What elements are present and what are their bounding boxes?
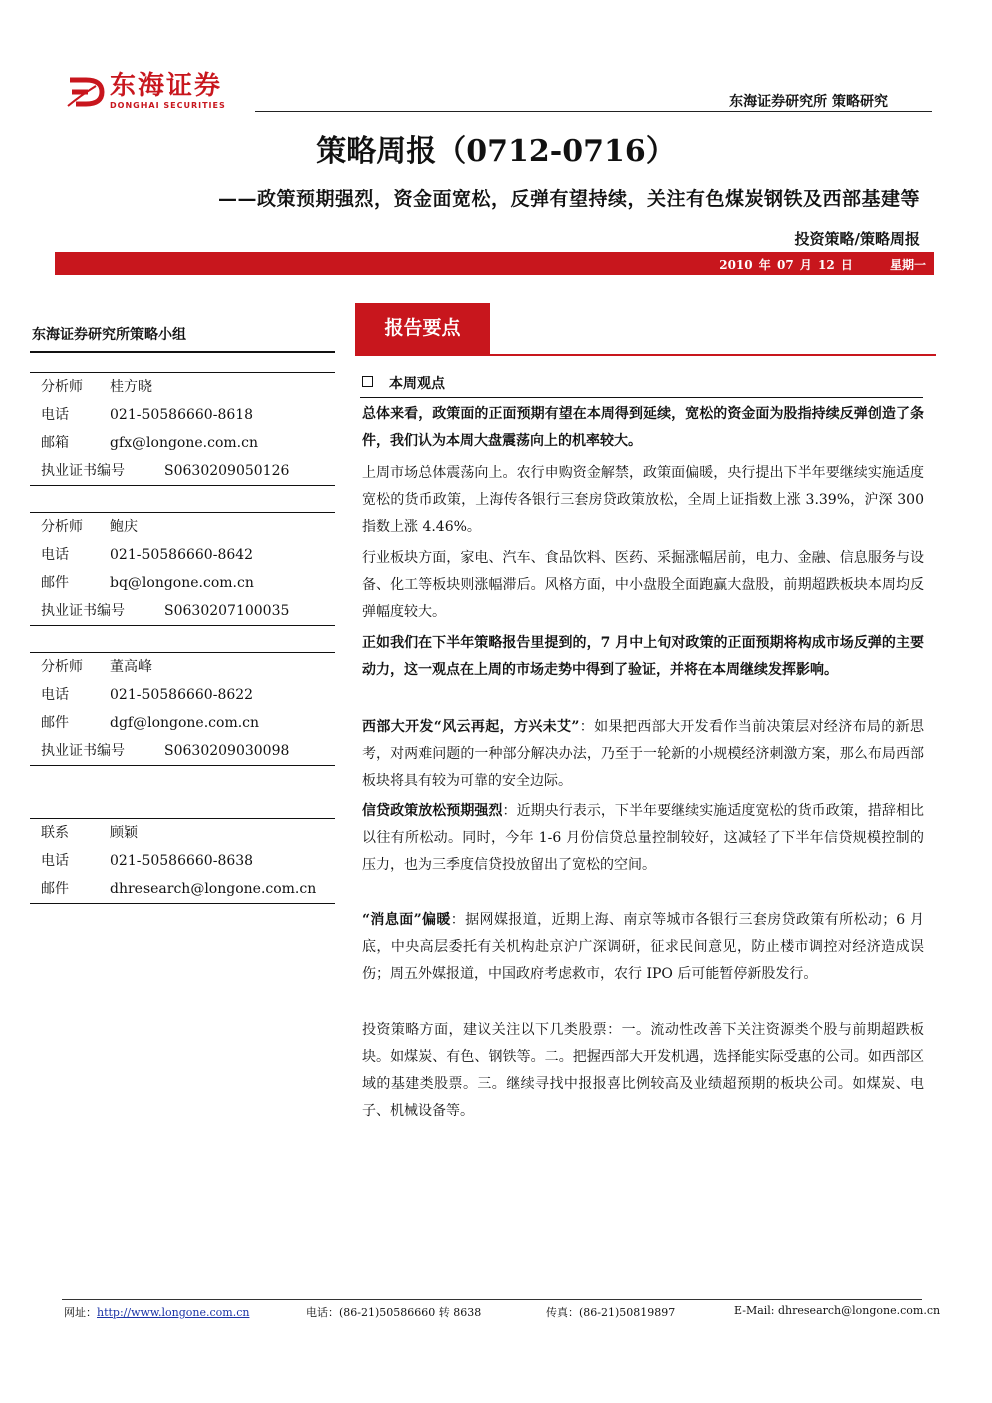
- footer-divider: [62, 1299, 922, 1300]
- paragraph-lead: “消息面”偏暖: [362, 912, 451, 928]
- analyst-name: 桂方晓: [110, 379, 152, 395]
- section-heading: [362, 373, 445, 393]
- cert-row: [30, 737, 335, 765]
- phone-row: [30, 847, 335, 875]
- section-divider: [360, 397, 923, 398]
- cert-label: 执业证书编号: [41, 743, 125, 759]
- footer-phone: [306, 1304, 481, 1320]
- paragraph-body: ：如果把西部大开发看作当前决策层对经济布局的新思考，对两难问题的一种部分解决办法，乃至于一轮新的小规模经济刺激方案，那么布局西部板块将具有较为可靠的安全边际。: [362, 719, 924, 789]
- logo-sub-text: DONGHAI SECURITIES: [110, 101, 226, 110]
- phone-label: 电话: [41, 547, 69, 563]
- footer-web-link[interactable]: http://www.longone.com.cn: [97, 1306, 250, 1319]
- header-org: 东海证券研究所 策略研究: [729, 94, 888, 110]
- email-value: dhresearch@longone.com.cn: [110, 881, 317, 897]
- summary-paragraph: 总体来看，政策面的正面预期有望在本周得到延续，宽松的资金面为股指持续反弹创造了条件，我们认为本周大盘震荡向上的机率较大。: [362, 406, 924, 449]
- footer-email: [734, 1304, 940, 1317]
- phone-row: [30, 401, 335, 429]
- cert-row: [30, 597, 335, 625]
- summary-paragraph: 行业板块方面，家电、汽车、食品饮料、医药、采掘涨幅居前，电力、金融、信息服务与设备、化工等板块则涨幅滞后。风格方面，中小盘股全面跑赢大盘股，前期超跌板块本周均反弹幅度较大。: [362, 550, 924, 620]
- footer-phone-value: (86-21)50586660 转 8638: [339, 1306, 482, 1319]
- summary-paragraph: 正如我们在下半年策略报告里提到的，7 月中上旬对政策的正面预期将构成市场反弹的主要动力，这一观点在上周的市场走势中得到了验证，并将在本周继续发挥影响。: [362, 635, 924, 678]
- footer-email-label: E-Mail:: [734, 1304, 775, 1317]
- email-value: dgf@longone.com.cn: [110, 715, 260, 731]
- report-subtitle: ——政策预期强烈，资金面宽松，反弹有望持续，关注有色煤炭钢铁及西部基建等: [217, 188, 920, 210]
- summary-paragraph: [362, 798, 924, 879]
- checkbox-square-icon: [362, 376, 373, 387]
- email-row: [30, 569, 335, 597]
- cert-value: S0630209030098: [164, 743, 290, 759]
- summary-paragraph: 上周市场总体震荡向上。农行申购资金解禁，政策面偏暖，央行提出下半年要继续实施适度宽松的货币政策，上海传各银行三套房贷政策放松，全周上证指数上涨 3.39%，沪深 300 指数上涨 4.46%。: [362, 465, 924, 535]
- phone-value: 021-50586660-8622: [110, 687, 254, 703]
- phone-value: 021-50586660-8642: [110, 547, 254, 563]
- email-label: 邮件: [41, 575, 69, 591]
- summary-tab-underline: [355, 354, 936, 356]
- footer-web-label: 网址：: [64, 1306, 97, 1319]
- team-name: 东海证券研究所策略小组: [32, 327, 186, 343]
- summary-paragraph: [362, 907, 924, 988]
- email-row: [30, 429, 335, 457]
- analyst-card: [30, 372, 335, 486]
- footer-web: [64, 1304, 249, 1320]
- phone-row: [30, 541, 335, 569]
- email-label: 邮件: [41, 881, 69, 897]
- summary-paragraph: [362, 714, 924, 795]
- role-label: 分析师: [41, 519, 83, 535]
- email-row: [30, 875, 335, 903]
- cert-label: 执业证书编号: [41, 463, 125, 479]
- summary-paragraph: 投资策略方面，建议关注以下几类股票：一。流动性改善下关注资源类个股与前期超跌板块。如煤炭、有色、钢铁等。二。把握西部大开发机遇，选择能实际受惠的公司。如西部区域的基建类股票。三。继续寻找中报报喜比例较高及业绩超预期的板块公司。如煤炭、电子、机械设备等。: [362, 1022, 924, 1119]
- contact-name-row: [30, 819, 335, 847]
- analyst-name: 鲍庆: [110, 519, 138, 535]
- email-label: 邮件: [41, 715, 69, 731]
- analyst-name: 董高峰: [110, 659, 152, 675]
- phone-row: [30, 681, 335, 709]
- role-label: 联系: [41, 825, 69, 841]
- paragraph-lead: 西部大开发“风云再起，方兴未艾”: [362, 719, 580, 735]
- email-value: gfx@longone.com.cn: [110, 435, 258, 451]
- analyst-card: [30, 652, 335, 766]
- analyst-name-row: [30, 513, 335, 541]
- report-date: [719, 256, 926, 273]
- company-logo: [66, 72, 266, 112]
- date-value: 2010 年 07 月 12 日: [719, 258, 853, 272]
- role-label: 分析师: [41, 379, 83, 395]
- paragraph-body: ：据网媒报道，近期上海、南京等城市各银行三套房贷政策有所松动；6 月底，中央高层委托有关机构赴京沪广深调研，征求民间意见，防止楼市调控对经济造成误伤；周五外媒报道，中国政府考虑救市，农行 IPO 后可能暂停新股发行。: [362, 912, 925, 982]
- team-divider: [30, 351, 335, 353]
- analyst-card: [30, 512, 335, 626]
- email-label: 邮箱: [41, 435, 69, 451]
- cert-label: 执业证书编号: [41, 603, 125, 619]
- role-label: 分析师: [41, 659, 83, 675]
- report-category: 投资策略/策略周报: [794, 230, 920, 248]
- summary-tab: 报告要点: [355, 303, 490, 354]
- footer-email-value: dhresearch@longone.com.cn: [778, 1304, 941, 1317]
- section-title: 本周观点: [389, 376, 445, 392]
- footer-phone-label: 电话：: [306, 1306, 339, 1319]
- analyst-name-row: [30, 373, 335, 401]
- footer-fax-label: 传真：: [546, 1306, 579, 1319]
- logo-brand-text: 东海证券: [110, 71, 223, 101]
- phone-value: 021-50586660-8618: [110, 407, 254, 423]
- phone-label: 电话: [41, 687, 69, 703]
- paragraph-lead: 信贷政策放松预期强烈: [362, 803, 503, 819]
- footer-fax-value: (86-21)50819897: [579, 1306, 676, 1319]
- email-value: bq@longone.com.cn: [110, 575, 254, 591]
- header-divider: [255, 111, 932, 112]
- report-title: 策略周报（0712-0716）: [316, 134, 676, 169]
- weekday-value: 星期一: [889, 258, 926, 272]
- phone-label: 电话: [41, 853, 69, 869]
- phone-label: 电话: [41, 407, 69, 423]
- analyst-name-row: [30, 653, 335, 681]
- cert-value: S0630209050126: [164, 463, 290, 479]
- donghai-logo-icon: [66, 72, 108, 110]
- footer-fax: [546, 1304, 675, 1320]
- cert-row: [30, 457, 335, 485]
- paragraph-body: ：近期央行表示，下半年要继续实施适度宽松的货币政策，措辞相比以往有所松动。同时，今年 1-6 月份信贷总量控制较好，这减轻了下半年信贷规模控制的压力，也为三季度信贷投放留出了宽松的空间。: [362, 803, 925, 873]
- contact-card: [30, 818, 335, 904]
- phone-value: 021-50586660-8638: [110, 853, 254, 869]
- cert-value: S0630207100035: [164, 603, 290, 619]
- email-row: [30, 709, 335, 737]
- contact-name: 顾颖: [110, 825, 138, 841]
